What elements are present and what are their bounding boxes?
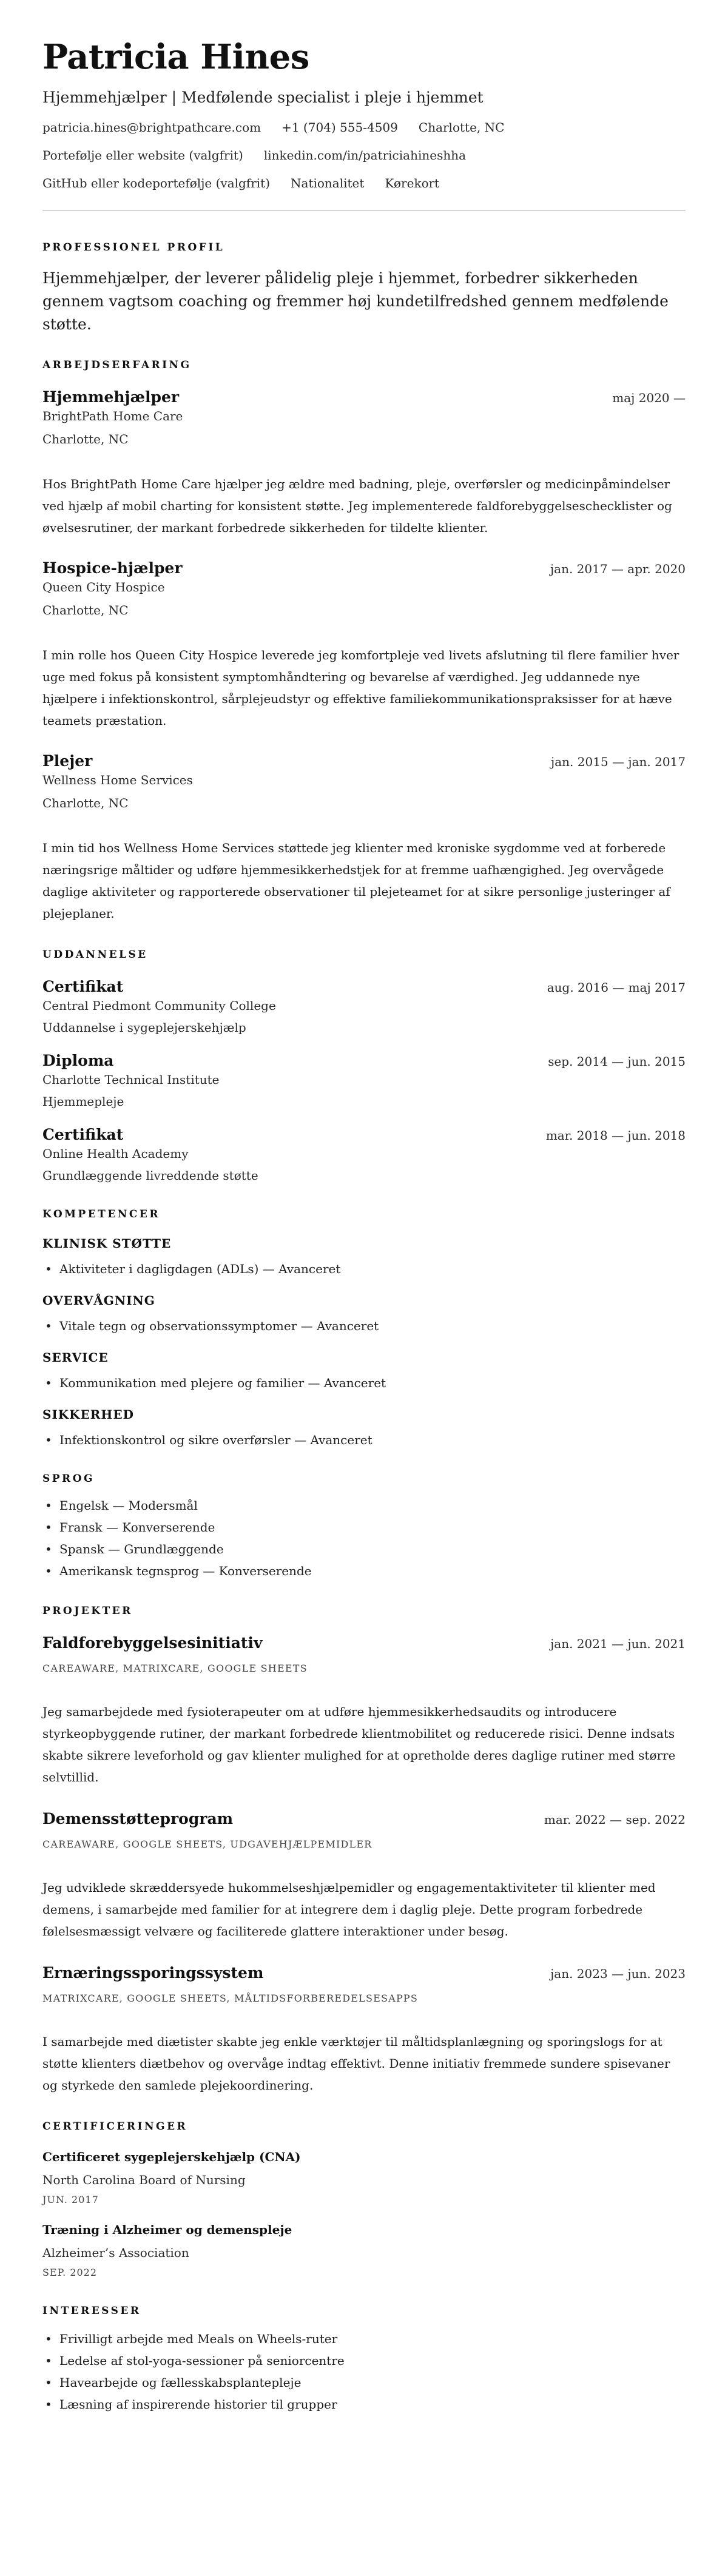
experience-section xyxy=(42,359,686,924)
section-title-interests: INTERESSER xyxy=(42,2305,141,2317)
github-link[interactable]: GitHub eller kodeportefølje (valgfrit) xyxy=(42,176,271,190)
education-dates: aug. 2016 — maj 2017 xyxy=(547,980,686,995)
certification-date: SEP. 2022 xyxy=(42,2267,98,2278)
linkedin-link[interactable]: linkedin.com/in/patriciahineshha xyxy=(263,148,467,163)
degree: Diploma xyxy=(42,1052,114,1069)
certification-name: Certificeret sygeplejerskehjælp (CNA) xyxy=(42,2150,301,2164)
section-title-education: UDDANNELSE xyxy=(42,949,148,961)
project-description: I samarbejde med diætister skabte jeg enkle værktøjer til måltidsplanlægning og sporingslogs for at støtte klienters diætbehov og overvåge indtag effektivt. Denne initiativ fremmede sundere spisevaner og styrkede den samlede plejekoordinering. xyxy=(42,2034,670,2093)
skill-group xyxy=(42,1406,686,1451)
job-location: Charlotte, NC xyxy=(42,432,129,446)
skill-item: • Infektionskontrol og sikre overførsler — Avanceret xyxy=(42,1429,686,1451)
project-description: Jeg samarbejdede med fysioterapeuter om at udføre hjemmesikkerhedsaudits og introducere styrkeopbyggende rutiner, der markant forbedrede klientmobilitet og reducerede risici. Denne indsats skabte sikrere leveforhold og gav klienter mulighed for at opretholde deres daglige rutiner med større selvtillid. xyxy=(42,1704,676,1784)
profile-section xyxy=(42,241,686,336)
school: Charlotte Technical Institute xyxy=(42,1072,220,1087)
headline: Hjemmehjælper | Medfølende specialist i pleje i hjemmet xyxy=(42,89,484,106)
drivers-license: Kørekort xyxy=(385,176,440,190)
certification-issuer: North Carolina Board of Nursing xyxy=(42,2173,246,2187)
skill-category: OVERVÅGNING xyxy=(42,1293,155,1308)
section-title-profile: PROFESSIONEL PROFIL xyxy=(42,241,225,254)
skill-item: • Vitale tegn og observationssymptomer — Avanceret xyxy=(42,1315,686,1337)
project-dates: jan. 2023 — jun. 2023 xyxy=(550,1966,686,1981)
job-dates: jan. 2015 — jan. 2017 xyxy=(551,755,686,769)
experience-entry xyxy=(42,751,686,924)
project-dates: mar. 2022 — sep. 2022 xyxy=(544,1812,686,1827)
job-title: Hospice-hjælper xyxy=(42,559,183,577)
project-tech: CAREAWARE, MATRIXCARE, GOOGLE SHEETS xyxy=(42,1663,308,1674)
certification-entry xyxy=(42,2148,686,2207)
education-section xyxy=(42,949,686,1184)
languages-section xyxy=(42,1473,686,1582)
job-dates: maj 2020 — xyxy=(612,391,686,405)
field-of-study: Hjemmepleje xyxy=(42,1094,124,1109)
interest-item: • Frivilligt arbejde med Meals on Wheels-ruter xyxy=(42,2328,686,2350)
education-dates: sep. 2014 — jun. 2015 xyxy=(548,1054,686,1069)
education-entry xyxy=(42,977,686,1036)
language-item: • Engelsk — Modersmål xyxy=(42,1495,686,1516)
certification-entry xyxy=(42,2221,686,2279)
resume-header xyxy=(42,35,686,211)
certification-date: JUN. 2017 xyxy=(42,2194,99,2205)
job-title: Hjemmehjælper xyxy=(42,388,180,406)
job-location: Charlotte, NC xyxy=(42,796,129,810)
project-entry xyxy=(42,1963,686,2096)
project-name: Demensstøtteprogram xyxy=(42,1810,234,1828)
language-item: • Spansk — Grundlæggende xyxy=(42,1538,686,1560)
job-description: I min tid hos Wellness Home Services støttede jeg klienter med kroniske sygdomme ved at forberede næringsrige måltider og udføre hjemmesikkerhedstjek for at fremme uafhængighed. Jeg overvågede daglige aktiviteter og rapporterede observationer til plejeteamet for at sikre personlige justeringer af plejeplaner. xyxy=(42,841,670,921)
section-title-experience: ARBEJDSERFARING xyxy=(42,359,192,371)
location: Charlotte, NC xyxy=(418,120,505,135)
certification-issuer: Alzheimer’s Association xyxy=(42,2245,189,2260)
employer: BrightPath Home Care xyxy=(42,409,183,423)
skill-group xyxy=(42,1349,686,1394)
section-title-certifications: CERTIFICERINGER xyxy=(42,2120,188,2133)
email-link[interactable]: patricia.hines@brightpathcare.com xyxy=(42,120,261,135)
project-tech: CAREAWARE, GOOGLE SHEETS, UDGAVEHJÆLPEMIDLER xyxy=(42,1838,372,1850)
education-entry xyxy=(42,1125,686,1184)
phone-number: +1 (704) 555-4509 xyxy=(281,120,398,135)
job-title: Plejer xyxy=(42,752,93,770)
skill-group xyxy=(42,1292,686,1337)
section-title-languages: SPROG xyxy=(42,1473,95,1485)
portfolio-link[interactable]: Portefølje eller website (valgfrit) xyxy=(42,148,243,163)
contact-row xyxy=(42,119,686,136)
extra-row xyxy=(42,175,686,192)
interest-item: • Læsning af inspirerende historier til grupper xyxy=(42,2393,686,2415)
project-name: Ernæringssporingssystem xyxy=(42,1964,264,1982)
skill-group xyxy=(42,1235,686,1280)
interest-item: • Ledelse af stol-yoga-sessioner på seniorcentre xyxy=(42,2350,686,2372)
skill-item: • Kommunikation med plejere og familier — Avanceret xyxy=(42,1372,686,1394)
job-dates: jan. 2017 — apr. 2020 xyxy=(550,562,686,576)
project-description: Jeg udviklede skræddersyede hukommelseshjælpemidler og engagementaktiviteter til klienter med demens, i samarbejde med familier for at integrere dem i daglig pleje. Dette program forbedrede følelsesmæssigt velvære og faciliterede glattere interaktioner under besøg. xyxy=(42,1880,656,1939)
nationality: Nationalitet xyxy=(291,176,365,190)
language-item: • Fransk — Konverserende xyxy=(42,1516,686,1538)
employer: Wellness Home Services xyxy=(42,773,193,787)
job-description: Hos BrightPath Home Care hjælper jeg ældre med badning, pleje, overførsler og medicinpåmindelser ved hjælp af mobil charting for konsistent støtte. Jeg implementerede faldforebyggelseschecklister og øvelsesrutiner, der markant forbedrede sikkerheden for tildelte klienter. xyxy=(42,477,672,535)
candidate-name: Patricia Hines xyxy=(42,37,309,77)
school: Central Piedmont Community College xyxy=(42,998,276,1013)
job-location: Charlotte, NC xyxy=(42,603,129,617)
skills-section xyxy=(42,1208,686,1451)
projects-section xyxy=(42,1605,686,2096)
skill-category: KLINISK STØTTE xyxy=(42,1236,172,1251)
language-item: • Amerikansk tegnsprog — Konverserende xyxy=(42,1560,686,1582)
profile-summary: Hjemmehjælper, der leverer pålidelig pleje i hjemmet, forbedrer sikkerheden gennem vagtsom coaching og fremmer høj kundetilfredshed gennem medfølende støtte. xyxy=(42,269,669,333)
school: Online Health Academy xyxy=(42,1146,189,1161)
experience-entry xyxy=(42,558,686,731)
skill-item: • Aktiviteter i dagligdagen (ADLs) — Avanceret xyxy=(42,1258,686,1280)
certifications-section xyxy=(42,2120,686,2279)
field-of-study: Grundlæggende livreddende støtte xyxy=(42,1168,258,1183)
project-name: Faldforebyggelsesinitiativ xyxy=(42,1634,263,1652)
header-divider xyxy=(42,210,686,211)
employer: Queen City Hospice xyxy=(42,580,165,594)
experience-entry xyxy=(42,387,686,539)
section-title-projects: PROJEKTER xyxy=(42,1605,133,1617)
project-dates: jan. 2021 — jun. 2021 xyxy=(550,1636,686,1651)
degree: Certifikat xyxy=(42,978,124,995)
job-description: I min rolle hos Queen City Hospice leverede jeg komfortpleje ved livets afslutning til flere familier hver uge med fokus på konsistent symptomhåndtering og bevarelse af værdighed. Jeg uddannede nye hjælpere i infektionskontrol, sårplejeudstyr og effektive familiekommunikationspraksisser for at hæve teamets præstation. xyxy=(42,648,679,728)
links-row xyxy=(42,147,686,164)
project-entry xyxy=(42,1809,686,1942)
project-entry xyxy=(42,1633,686,1788)
skill-category: SERVICE xyxy=(42,1350,109,1365)
education-entry xyxy=(42,1051,686,1110)
certification-name: Træning i Alzheimer og demenspleje xyxy=(42,2222,292,2237)
section-title-skills: KOMPETENCER xyxy=(42,1208,160,1220)
skill-category: SIKKERHED xyxy=(42,1407,134,1422)
education-dates: mar. 2018 — jun. 2018 xyxy=(545,1128,686,1143)
degree: Certifikat xyxy=(42,1126,124,1143)
project-tech: MATRIXCARE, GOOGLE SHEETS, MÅLTIDSFORBEREDELSESAPPS xyxy=(42,1993,419,2004)
interest-item: • Havearbejde og fællesskabsplantepleje xyxy=(42,2372,686,2393)
field-of-study: Uddannelse i sygeplejerskehjælp xyxy=(42,1020,246,1035)
interests-section xyxy=(42,2305,686,2415)
